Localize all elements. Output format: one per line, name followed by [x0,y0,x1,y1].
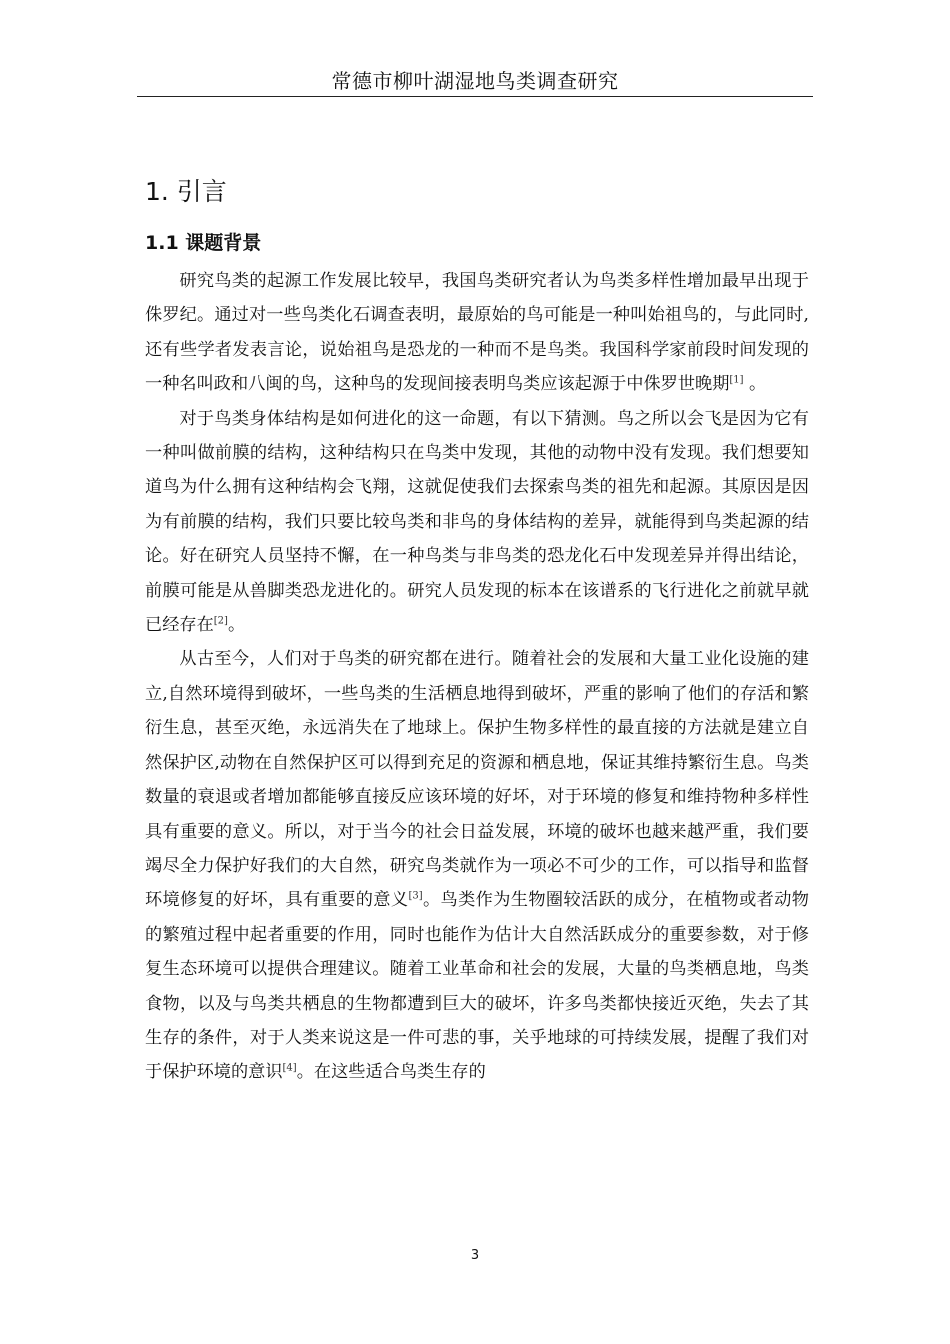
paragraph-text: 。鸟类作为生物圈较活跃的成分，在植物或者动物的繁殖过程中起者重要的作用，同时也能作为估计大自然活跃成分的重要参数，对于修复生态环境可以提供合理建议。随着工业革命和社会的发展，大量的鸟类栖息地，鸟类食物，以及与鸟类共栖息的生物都遭到巨大的破坏，许多鸟类都快接近灭绝，失去了其生存的条件，对于人类来说这是一件可悲的事，关乎地球的可持续发展，提醒了我们对于保护环境的意识 [145,890,809,1083]
citation-2[interactable]: [2] [213,615,228,627]
page-number: 3 [470,1248,480,1263]
citation-3[interactable]: [3] [408,890,423,902]
citation-4[interactable]: [4] [282,1062,297,1074]
running-header: 常德市柳叶湖湿地鸟类调查研究 [137,66,813,97]
paragraph-3 [145,642,809,1089]
paragraph-text: 研究鸟类的起源工作发展比较早，我国鸟类研究者认为鸟类多样性增加最早出现于侏罗纪。通过对一些鸟类化石调查表明，最原始的鸟可能是一种叫始祖鸟的，与此同时,还有些学者发表言论，说始祖鸟是恐龙的一种而不是鸟类。我国科学家前段时间发现的一种名叫政和八闽的鸟，这种鸟的发现间接表明鸟类应该起源于中侏罗世晚期 [145,271,809,395]
paragraph-text: 对于鸟类身体结构是如何进化的这一命题，有以下猜测。鸟之所以会飞是因为它有一种叫做前膜的结构，这种结构只在鸟类中发现，其他的动物中没有发现。我们想要知道鸟为什么拥有这种结构会飞翔，这就促使我们去探索鸟类的祖先和起源。其原因是因为有前膜的结构，我们只要比较鸟类和非鸟的身体结构的差异，就能得到鸟类起源的结论。好在研究人员坚持不懈，在一种鸟类与非鸟类的恐龙化石中发现差异并得出结论，前膜可能是从兽脚类恐龙进化的。研究人员发现的标本在该谱系的飞行进化之前就早就已经存在 [145,408,809,636]
paragraph-text: 从古至今，人们对于鸟类的研究都在进行。随着社会的发展和大量工业化设施的建立,自然环境得到破坏，一些鸟类的生活栖息地得到破坏，严重的影响了他们的存活和繁衍生息，甚至灭绝，永远消失在了地球上。保护生物多样性的最直接的方法就是建立自然保护区,动物在自然保护区可以得到充足的资源和栖息地，保证其维持繁衍生息。鸟类数量的衰退或者增加都能够直接反应该环境的好坏，对于环境的修复和维持物种多样性具有重要的意义。所以，对于当今的社会日益发展，环境的破坏也越来越严重，我们要竭尽全力保护好我们的大自然，研究鸟类就作为一项必不可少的工作，可以指导和监督环境修复的好坏，具有重要的意义 [145,649,809,911]
body-text [145,264,809,1090]
citation-1[interactable]: [1] [729,374,744,386]
section-title: 1.1 课题背景 [145,232,262,254]
paragraph-text: 。在这些适合鸟类生存的 [296,1062,486,1083]
paragraph-2 [145,402,809,643]
paragraph-text: 。 [743,374,767,395]
paragraph-text: 。 [227,615,246,636]
chapter-title: 1. 引言 [145,177,227,206]
paragraph-1 [145,264,809,402]
